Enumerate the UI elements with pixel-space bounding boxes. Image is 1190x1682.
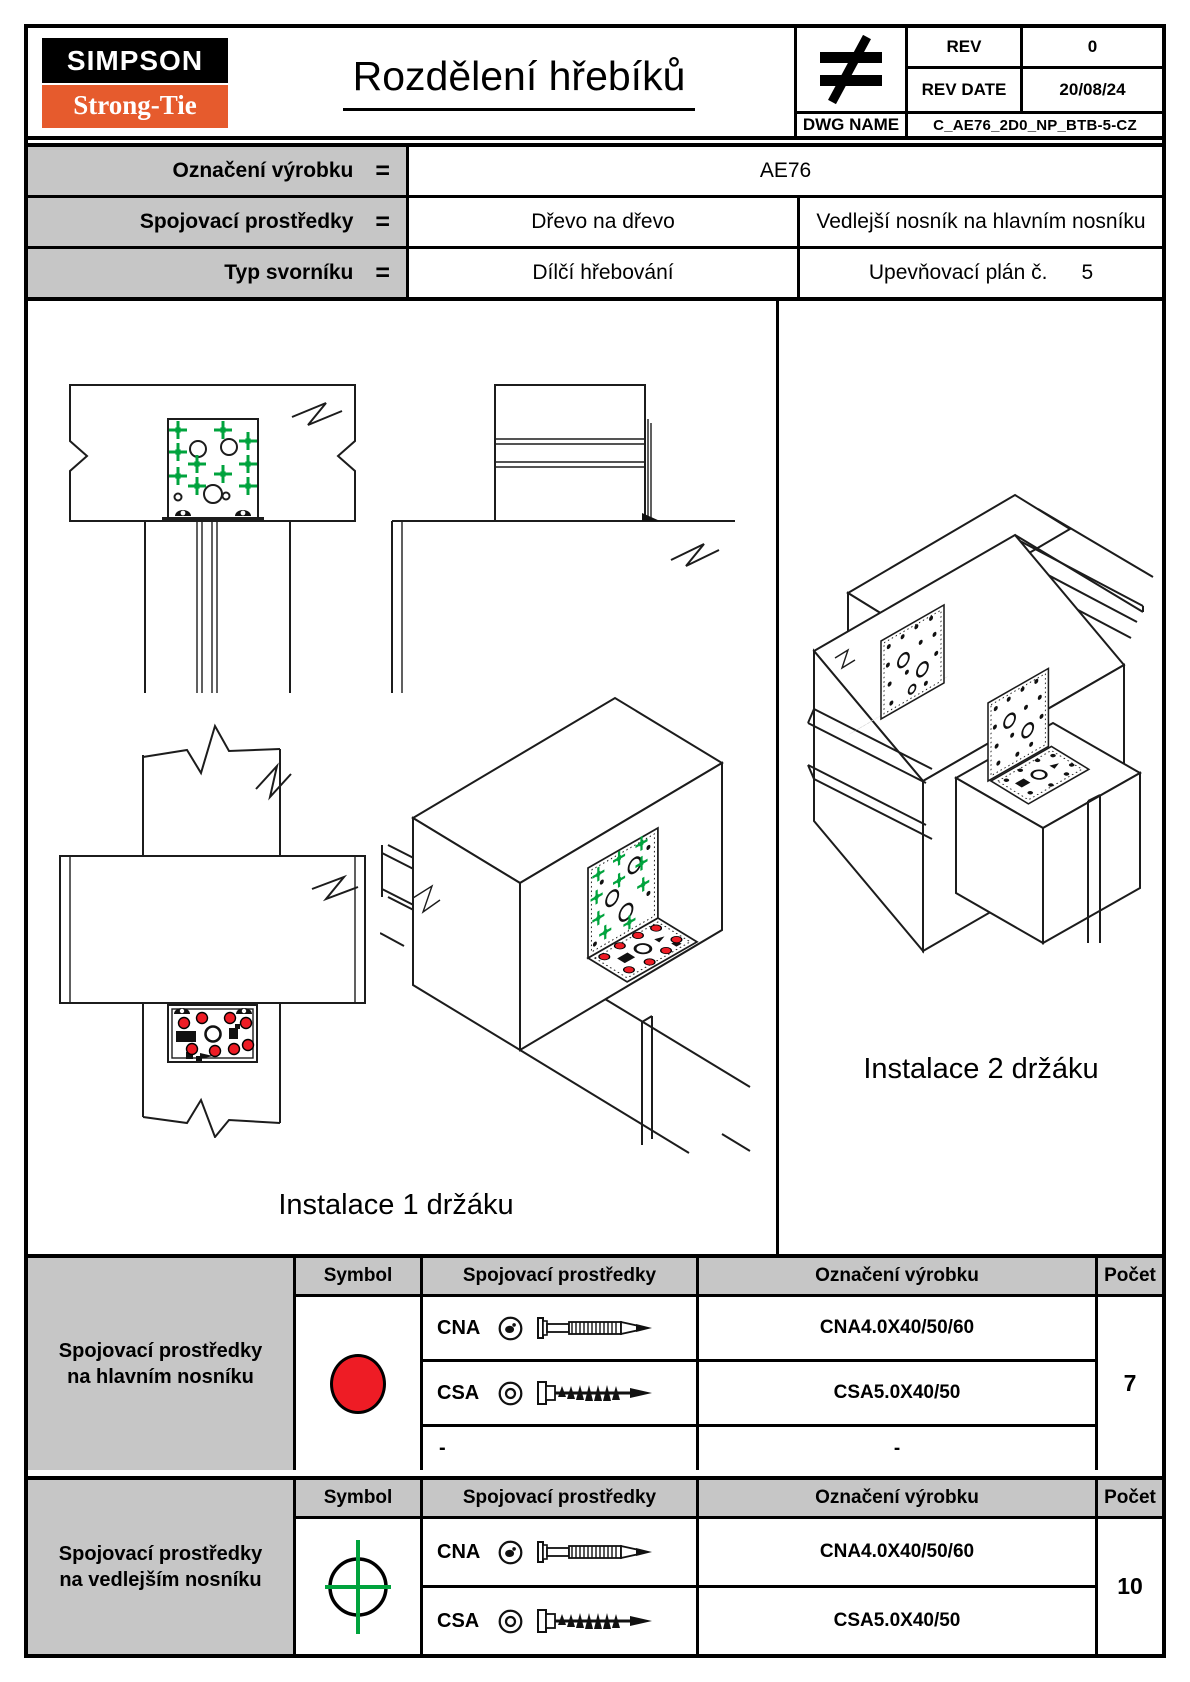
label-text: Spojovací prostředky — [139, 210, 354, 233]
label-text: Typ svorníku — [224, 261, 354, 284]
title-block — [794, 28, 1162, 136]
fasteners-value-2: Vedlejší nosník na hlavním nosníku — [800, 198, 1162, 246]
table2-count: 10 — [1098, 1519, 1162, 1654]
table2-row-cna — [423, 1519, 696, 1585]
side-view-drawing — [390, 353, 735, 693]
equals-sign: = — [375, 156, 390, 185]
logo-strongtie-text: Strong-Tie — [73, 90, 197, 120]
table1-col-count: Počet — [1098, 1258, 1162, 1294]
isometric-view-1-bracket — [380, 693, 752, 1155]
table2-row-label: Spojovací prostředky na vedlejším nosníku — [28, 1480, 293, 1654]
drawing-area — [28, 301, 1162, 1254]
cna-head-icon — [497, 1539, 524, 1566]
fastener-code: CNA — [437, 1540, 481, 1563]
screw-icon — [536, 1608, 658, 1634]
page-title: Rozdělení hřebíků — [343, 53, 696, 111]
rev-date-label: REV DATE — [908, 69, 1020, 111]
table2-product-cna: CNA4.0X40/50/60 — [699, 1519, 1095, 1585]
registered-mark: ® — [219, 120, 226, 130]
table1-product-csa: CSA5.0X40/50 — [699, 1362, 1095, 1424]
caption-installation-1: Instalace 1 držáku — [278, 1189, 514, 1221]
info-table — [28, 143, 1162, 301]
logo-strongtie — [42, 85, 228, 128]
bolt-type-value: Dílčí hřebování — [409, 249, 797, 297]
fixing-plan-label: Upevňovací plán č. — [868, 261, 1048, 284]
table2-col-count: Počet — [1098, 1480, 1162, 1516]
table1-row-cna — [423, 1297, 696, 1359]
product-designation-label — [28, 147, 406, 195]
table1-col-product: Označení výrobku — [699, 1258, 1095, 1294]
csa-head-icon — [497, 1608, 524, 1635]
fastener-table-secondary-beam — [28, 1476, 1162, 1654]
fastener-code: CSA — [437, 1381, 480, 1404]
table1-product-dash: - — [699, 1427, 1095, 1470]
isometric-view-2-brackets — [788, 473, 1156, 1021]
drawing-sheet — [24, 24, 1166, 1658]
bottom-view-drawing — [45, 693, 370, 1138]
fastener-code: CSA — [437, 1609, 480, 1632]
table1-row-csa — [423, 1362, 696, 1424]
table2-col-symbol: Symbol — [296, 1480, 420, 1516]
simpson-strongtie-logo — [28, 28, 244, 136]
table2-symbol-cell — [296, 1519, 420, 1654]
screw-icon — [536, 1380, 658, 1406]
fastener-table-main-beam — [28, 1254, 1162, 1470]
table2-row-csa — [423, 1588, 696, 1654]
table2-col-fastener: Spojovací prostředky — [423, 1480, 696, 1516]
product-designation-value: AE76 — [409, 147, 1162, 195]
red-dot-symbol — [330, 1354, 386, 1414]
dwg-name-value: C_AE76_2D0_NP_BTB-5-CZ — [908, 114, 1162, 136]
table2-product-csa: CSA5.0X40/50 — [699, 1588, 1095, 1654]
csa-head-icon — [497, 1380, 524, 1407]
table1-col-fastener: Spojovací prostředky — [423, 1258, 696, 1294]
table2-col-product: Označení výrobku — [699, 1480, 1095, 1516]
rev-date-value: 20/08/24 — [1023, 69, 1162, 111]
cna-head-icon — [497, 1315, 524, 1342]
section-divider — [776, 301, 779, 1254]
fasteners-value-1: Dřevo na dřevo — [409, 198, 797, 246]
table1-symbol-cell — [296, 1297, 420, 1470]
table1-count: 7 — [1098, 1297, 1162, 1470]
equals-sign: = — [375, 207, 390, 236]
fixing-plan-number: 5 — [1081, 261, 1094, 284]
table1-product-cna: CNA4.0X40/50/60 — [699, 1297, 1095, 1359]
dwg-name-label: DWG NAME — [797, 114, 905, 136]
bolt-type-label — [28, 249, 406, 297]
table1-row-label: Spojovací prostředky na hlavním nosníku — [28, 1258, 293, 1470]
caption-installation-2: Instalace 2 držáku — [863, 1053, 1099, 1085]
table1-col-symbol: Symbol — [296, 1258, 420, 1294]
fixing-plan-cell — [800, 249, 1162, 297]
front-view-drawing — [45, 353, 370, 693]
green-crosshair-symbol — [320, 1532, 396, 1642]
table1-row-dash: - — [423, 1427, 696, 1470]
fasteners-label — [28, 198, 406, 246]
nail-icon — [536, 1539, 658, 1565]
logo-simpson: SIMPSON — [42, 38, 228, 83]
equals-sign: = — [375, 258, 390, 287]
fastener-code: CNA — [437, 1316, 481, 1339]
rev-value: 0 — [1023, 28, 1162, 66]
title-area — [244, 28, 794, 136]
rev-label: REV — [908, 28, 1020, 66]
not-equal-icon — [797, 28, 905, 111]
nail-icon — [536, 1315, 658, 1341]
label-text: Označení výrobku — [172, 159, 354, 182]
header — [28, 28, 1162, 140]
